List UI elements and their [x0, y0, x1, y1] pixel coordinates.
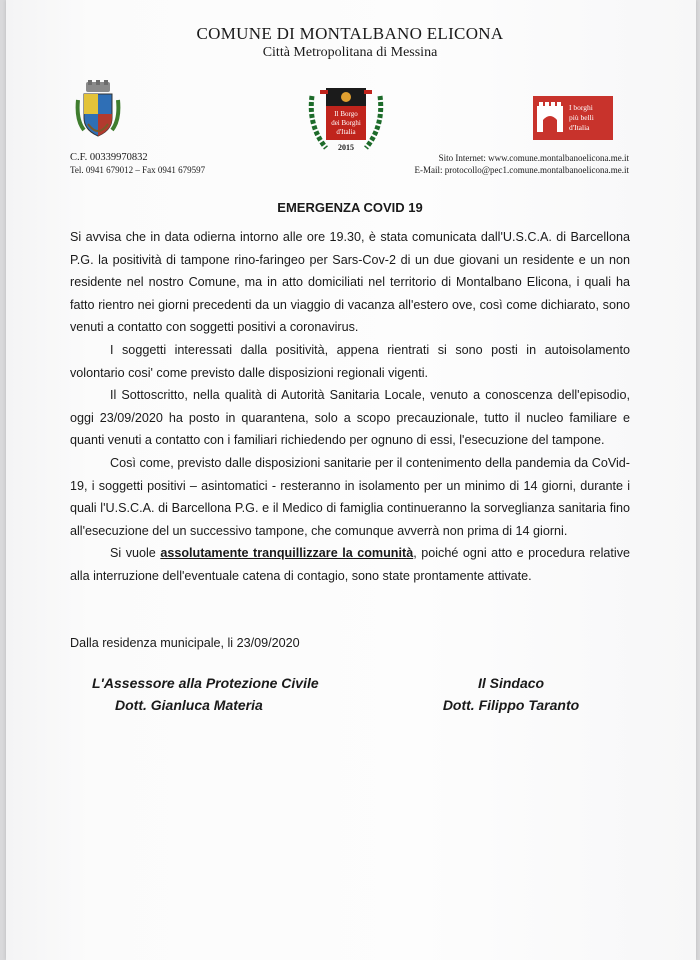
municipality-subtitle: Città Metropolitana di Messina [262, 45, 438, 60]
signature-left-role: L'Assessore alla Protezione Civile [92, 675, 319, 691]
borgo-line3: d'Italia [336, 128, 356, 136]
paragraph-5-end: , poiché ogni atto e procedura relative alla interruzione dell'eventuale catena di contagio, sono state prontamente attivate. [70, 546, 630, 583]
signature-right-name: Dott. Filippo Taranto [442, 697, 580, 713]
email: E-Mail: protocollo@pec1.comune.montalbanoelicona.me.it [414, 165, 629, 175]
paragraph-5 [70, 542, 630, 587]
signature-right-role: Il Sindaco [477, 675, 545, 691]
fiscal-code: C.F. 00339970832 [70, 152, 148, 163]
paragraph-2: I soggetti interessati dalla positività, appena rientrati si sono posti in autoisolamento volontario cosi' come previsto dalle disposizioni regionali vigenti. [70, 342, 630, 380]
borgo-year: 2015 [338, 143, 354, 152]
phone-fax: Tel. 0941 679012 – Fax 0941 679597 [70, 165, 206, 175]
municipal-crest-icon [74, 80, 122, 142]
paragraph-4: Così come, previsto dalle disposizioni sanitarie per il contenimento della pandemia da CoVid-19, i soggetti positivi – asintomatici - resteranno in isolamento per un minimo di 14 giorni, durante i quali l'U.S.C.A. di Barcellona P.G. e il Medico di famiglia continueranno la sorveglianza sanitaria fino all'esecuzione del un successivo tampone, che comunque avverrà non prima di 14 giorni. [70, 455, 630, 538]
signature-right [440, 672, 582, 716]
website: Sito Internet: www.comune.montalbanoelicona.me.it [438, 153, 629, 163]
paragraph-5-emphasis: assolutamente tranquillizzare la comunità [160, 546, 414, 561]
bpb-line1: I borghi [569, 103, 593, 112]
paragraph-5-start: Si vuole [110, 546, 161, 561]
bpb-line3: d'Italia [569, 123, 590, 132]
contacts-right [415, 152, 629, 176]
document-title: EMERGENZA COVID 19 [277, 200, 423, 215]
signature-left [92, 672, 319, 716]
borgo-line2: dei Borghi [331, 119, 361, 127]
contacts-left [70, 152, 205, 176]
paragraph-3: Il Sottoscritto, nella qualità di Autorità Sanitaria Locale, venuto a conoscenza dell'episodio, oggi 23/09/2020 ha posto in quarantena, solo a scopo precauzionale, tutto il nucleo familiare e quanti venuti a contatto con i familiari richiedendo per ognuno di essi, l'esecuzione del tampone. [70, 388, 630, 448]
signature-left-name: Dott. Gianluca Materia [115, 697, 263, 713]
document-body [70, 226, 630, 588]
borgo-line1: Il Borgo [334, 110, 358, 118]
bpb-line2: più belli [569, 113, 594, 122]
place-date: Dalla residenza municipale, li 23/09/2020 [70, 636, 300, 650]
borgo-dei-borghi-logo [306, 86, 386, 156]
paragraph-1: Si avvisa che in data odierna intorno alle ore 19.30, è stata comunicata dall'U.S.C.A. di Barcellona P.G. la positività di tampone rino-faringeo per Sars-Cov-2 di un due giovani un residente e un non residente nel nostro Comune, ma in atto domiciliati nel territorio di Montalbano Elicona, i quali ha fatto rientro nei giorni precedenti da un viaggio di vacanza all'estero ove, così come dichiarato, sono venuti a contatto con soggetti positivi a coronavirus. [70, 230, 630, 335]
municipality-title: COMUNE DI MONTALBANO ELICONA [196, 24, 504, 43]
borghi-piu-belli-logo [533, 96, 613, 144]
